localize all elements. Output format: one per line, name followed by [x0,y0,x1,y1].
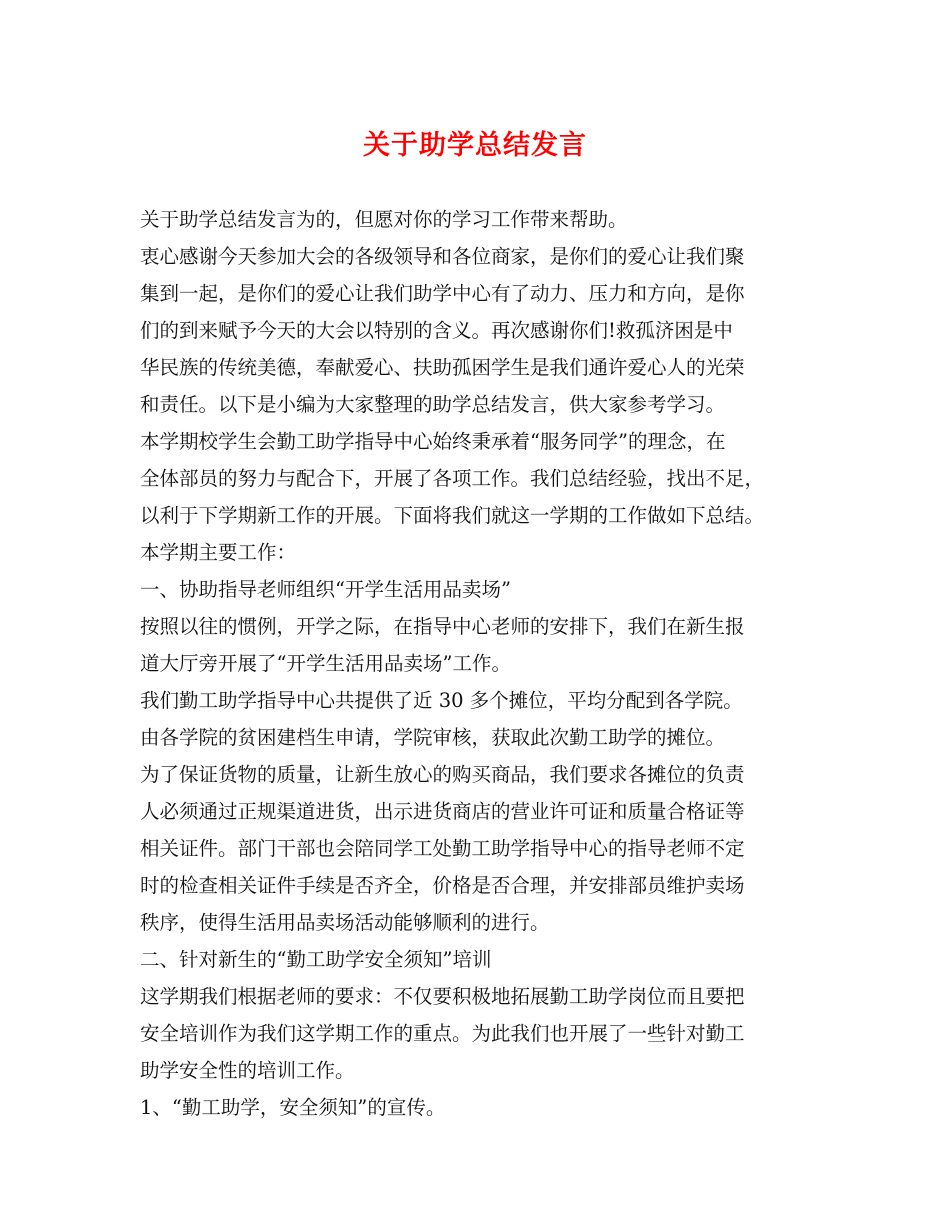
text-line: 我们勤工助学指导中心共提供了近 30 多个摊位，平均分配到各学院。 [140,689,743,712]
text-line: 安全培训作为我们这学期工作的重点。为此我们也开展了一些针对勤工 [140,1022,745,1045]
section-heading: 二、针对新生的“勤工助学安全须知”培训 [140,948,492,971]
section-heading: 本学期主要工作： [140,541,297,564]
text-line: 们的到来赋予今天的大会以特别的含义。再次感谢你们!救孤济困是中 [140,319,733,342]
section-heading: 一、协助指导老师组织“开学生活用品卖场” [140,578,511,601]
text-line: 助学安全性的培训工作。 [140,1059,355,1082]
text-line: 本学期校学生会勤工助学指导中心始终秉承着“服务同学”的理念，在 [140,430,726,453]
document-title: 关于助学总结发言 [363,130,587,161]
text-line: 道大厅旁开展了“开学生活用品卖场”工作。 [140,652,511,675]
text-line: 关于助学总结发言为的，但愿对你的学习工作带来帮助。 [140,208,628,231]
text-line: 时的检查相关证件手续是否齐全，价格是否合理，并安排部员维护卖场 [140,874,745,897]
section-heading: 1、“勤工助学，安全须知”的宣传。 [140,1096,446,1119]
text-line: 这学期我们根据老师的要求：不仅要积极地拓展勤工助学岗位而且要把 [140,985,745,1008]
text-line: 由各学院的贫困建档生申请，学院审核，获取此次勤工助学的摊位。 [140,726,726,749]
text-line: 衷心感谢今天参加大会的各级领导和各位商家，是你们的爱心让我们聚 [140,245,745,268]
text-line: 秩序，使得生活用品卖场活动能够顺利的进行。 [140,911,550,934]
text-line: 人必须通过正规渠道进货，出示进货商店的营业许可证和质量合格证等 [140,800,745,823]
document-body [140,201,830,1126]
text-line: 以利于下学期新工作的开展。下面将我们就这一学期的工作做如下总结。 [140,504,765,527]
text-line: 相关证件。部门干部也会陪同学工处勤工助学指导中心的指导老师不定 [140,837,745,860]
text-line: 全体部员的努力与配合下，开展了各项工作。我们总结经验，找出不足， [140,467,765,490]
text-line: 为了保证货物的质量，让新生放心的购买商品，我们要求各摊位的负责 [140,763,745,786]
text-line: 华民族的传统美德，奉献爱心、扶助孤困学生是我们通许爱心人的光荣 [140,356,745,379]
text-line: 集到一起，是你们的爱心让我们助学中心有了动力、压力和方向，是你 [140,282,745,305]
text-line: 按照以往的惯例，开学之际，在指导中心老师的安排下，我们在新生报 [140,615,745,638]
text-line: 和责任。以下是小编为大家整理的助学总结发言，供大家参考学习。 [140,393,726,416]
